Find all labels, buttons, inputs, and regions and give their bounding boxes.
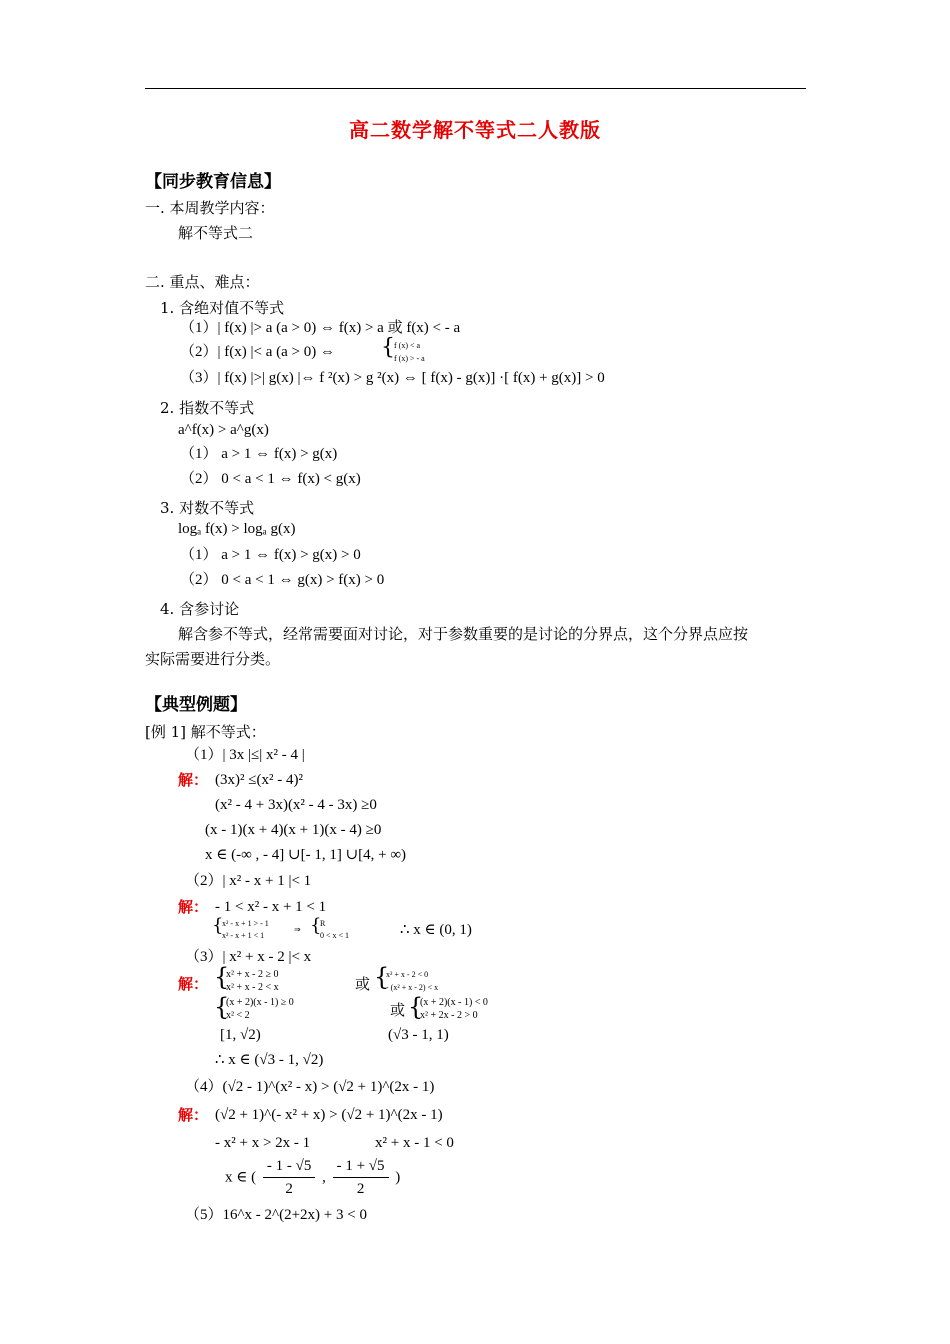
solution-step: (3x)² ≤(x² - 4)²: [215, 772, 303, 788]
example-1-part-3: （3）| x² + x - 2 |< x: [185, 949, 312, 965]
solution-label: 解：: [178, 771, 209, 789]
s1-heading: 一. 本周教学内容：: [145, 199, 275, 217]
topic-3-main: logₐ f(x) > logₐ g(x): [178, 521, 296, 537]
solution-label: 解：: [178, 898, 209, 916]
separator: ,: [322, 1169, 326, 1186]
brace-symbol: {: [310, 915, 322, 936]
system-line: f (x) > - a: [394, 354, 425, 363]
system-line: R: [320, 919, 326, 928]
topic-1-item-3: （3）| f(x) |>| g(x) |⇔ f ²(x) > g ²(x) ⇔ [ f(x) - g(x)] ·[ f(x) + g(x)] > 0: [180, 370, 605, 386]
system-line: 0 < x < 1: [320, 931, 350, 940]
brace-symbol: {: [374, 963, 390, 991]
topic-4-paragraph-line-2: 实际需要进行分类。: [145, 650, 281, 668]
topic-4: 4. 含参讨论: [160, 600, 240, 618]
brace-symbol: {: [212, 915, 224, 936]
topic-1-item-1: （1）| f(x) |> a (a > 0) ⇔ f(x) > a 或 f(x) < - a: [180, 320, 461, 336]
system-line: - (x² + x - 2) < x: [386, 983, 439, 992]
solution-label: 解：: [178, 975, 209, 993]
example-1-heading: [例 1] 解不等式：: [145, 723, 266, 741]
denominator: 2: [356, 1181, 365, 1197]
system-line: x² - x + 1 < 1: [222, 931, 265, 940]
or-text: 或: [390, 1001, 406, 1019]
topic-3-item-1: （1） a > 1 ⇔ f(x) > g(x) > 0: [180, 547, 361, 563]
system-line: x² - x + 1 > - 1: [222, 919, 269, 928]
solution-step: (x - 1)(x + 4)(x + 1)(x - 4) ≥0: [205, 822, 382, 838]
numerator: - 1 - √5: [263, 1155, 315, 1178]
solution-label: 解：: [178, 1106, 209, 1124]
fraction: [333, 1155, 389, 1200]
fraction-expression: [225, 1155, 400, 1200]
brace-symbol: {: [214, 963, 230, 991]
topic-3-item-2: （2） 0 < a < 1 ⇔ g(x) > f(x) > 0: [180, 572, 385, 588]
topic-3: 3. 对数不等式: [160, 499, 255, 517]
or-text: 或: [355, 975, 371, 993]
topic-2-item-1: （1） a > 1 ⇔ f(x) > g(x): [180, 446, 338, 462]
topic-2-item-2: （2） 0 < a < 1 ⇔ f(x) < g(x): [180, 471, 361, 487]
topic-1-item-2: （2）| f(x) |< a (a > 0) ⇔: [180, 344, 335, 360]
example-1-part-2: （2）| x² - x + 1 |< 1: [185, 873, 312, 889]
top-rule: [145, 88, 806, 89]
solution-step: (√2 + 1)^(- x² + x) > (√2 + 1)^(2x - 1): [215, 1107, 443, 1123]
example-1-part-4: （4）(√2 - 1)^(x² - x) > (√2 + 1)^(2x - 1): [185, 1079, 435, 1095]
topic-4-paragraph-line-1: 解含参不等式，经常需要面对讨论，对于参数重要的是讨论的分界点，这个分界点应按: [178, 625, 749, 643]
topic-2: 2. 指数不等式: [160, 399, 255, 417]
solution-answer: ∴ x ∈ (√3 - 1, √2): [215, 1052, 324, 1068]
system-line: x² + x - 2 ≥ 0: [226, 969, 279, 980]
section-info-heading: 【同步教育信息】: [145, 172, 281, 192]
system-line: (x + 2)(x - 1) < 0: [420, 997, 488, 1008]
system-line: f (x) < a: [394, 341, 421, 350]
example-1-part-5: （5）16^x - 2^(2+2x) + 3 < 0: [185, 1207, 367, 1223]
s2-heading: 二. 重点、难点：: [145, 273, 260, 291]
section-examples-heading: 【典型例题】: [145, 695, 247, 715]
system-line: x² + 2x - 2 > 0: [420, 1010, 478, 1021]
brace-symbol: {: [381, 335, 395, 360]
example-1-part-1: （1）| 3x |≤| x² - 4 |: [185, 747, 305, 763]
expression-prefix: x ∈ (: [225, 1169, 257, 1186]
s1-content: 解不等式二: [178, 224, 254, 242]
system-line: x² < 2: [226, 1010, 250, 1021]
solution-step: (x² - 4 + 3x)(x² - 4 - 3x) ≥0: [215, 797, 377, 813]
solution-step: x² + x - 1 < 0: [375, 1135, 454, 1151]
brace-symbol: {: [214, 993, 230, 1021]
solution-step: x ∈ (-∞ , - 4] ∪[- 1, 1] ∪[4, + ∞): [205, 847, 407, 863]
solution-interval: (√3 - 1, 1): [388, 1027, 449, 1043]
topic-1: 1. 含绝对值不等式: [160, 299, 285, 317]
implies-arrow: ⇒: [294, 925, 301, 934]
solution-interval: [1, √2): [220, 1027, 261, 1043]
expression-suffix: ): [395, 1169, 401, 1186]
numerator: - 1 + √5: [333, 1155, 389, 1178]
topic-2-main: a^f(x) > a^g(x): [178, 422, 269, 438]
solution-answer: ∴ x ∈ (0, 1): [400, 922, 472, 938]
solution-step: - 1 < x² - x + 1 < 1: [215, 899, 327, 915]
system-line: x² + x - 2 < 0: [386, 970, 429, 979]
system-line: x² + x - 2 < x: [226, 982, 279, 993]
document-title: 高二数学解不等式二人教版: [349, 118, 601, 142]
brace-symbol: {: [408, 993, 424, 1021]
solution-step: - x² + x > 2x - 1: [215, 1135, 311, 1151]
denominator: 2: [285, 1181, 293, 1197]
system-line: (x + 2)(x - 1) ≥ 0: [226, 997, 294, 1008]
fraction: [263, 1155, 315, 1200]
